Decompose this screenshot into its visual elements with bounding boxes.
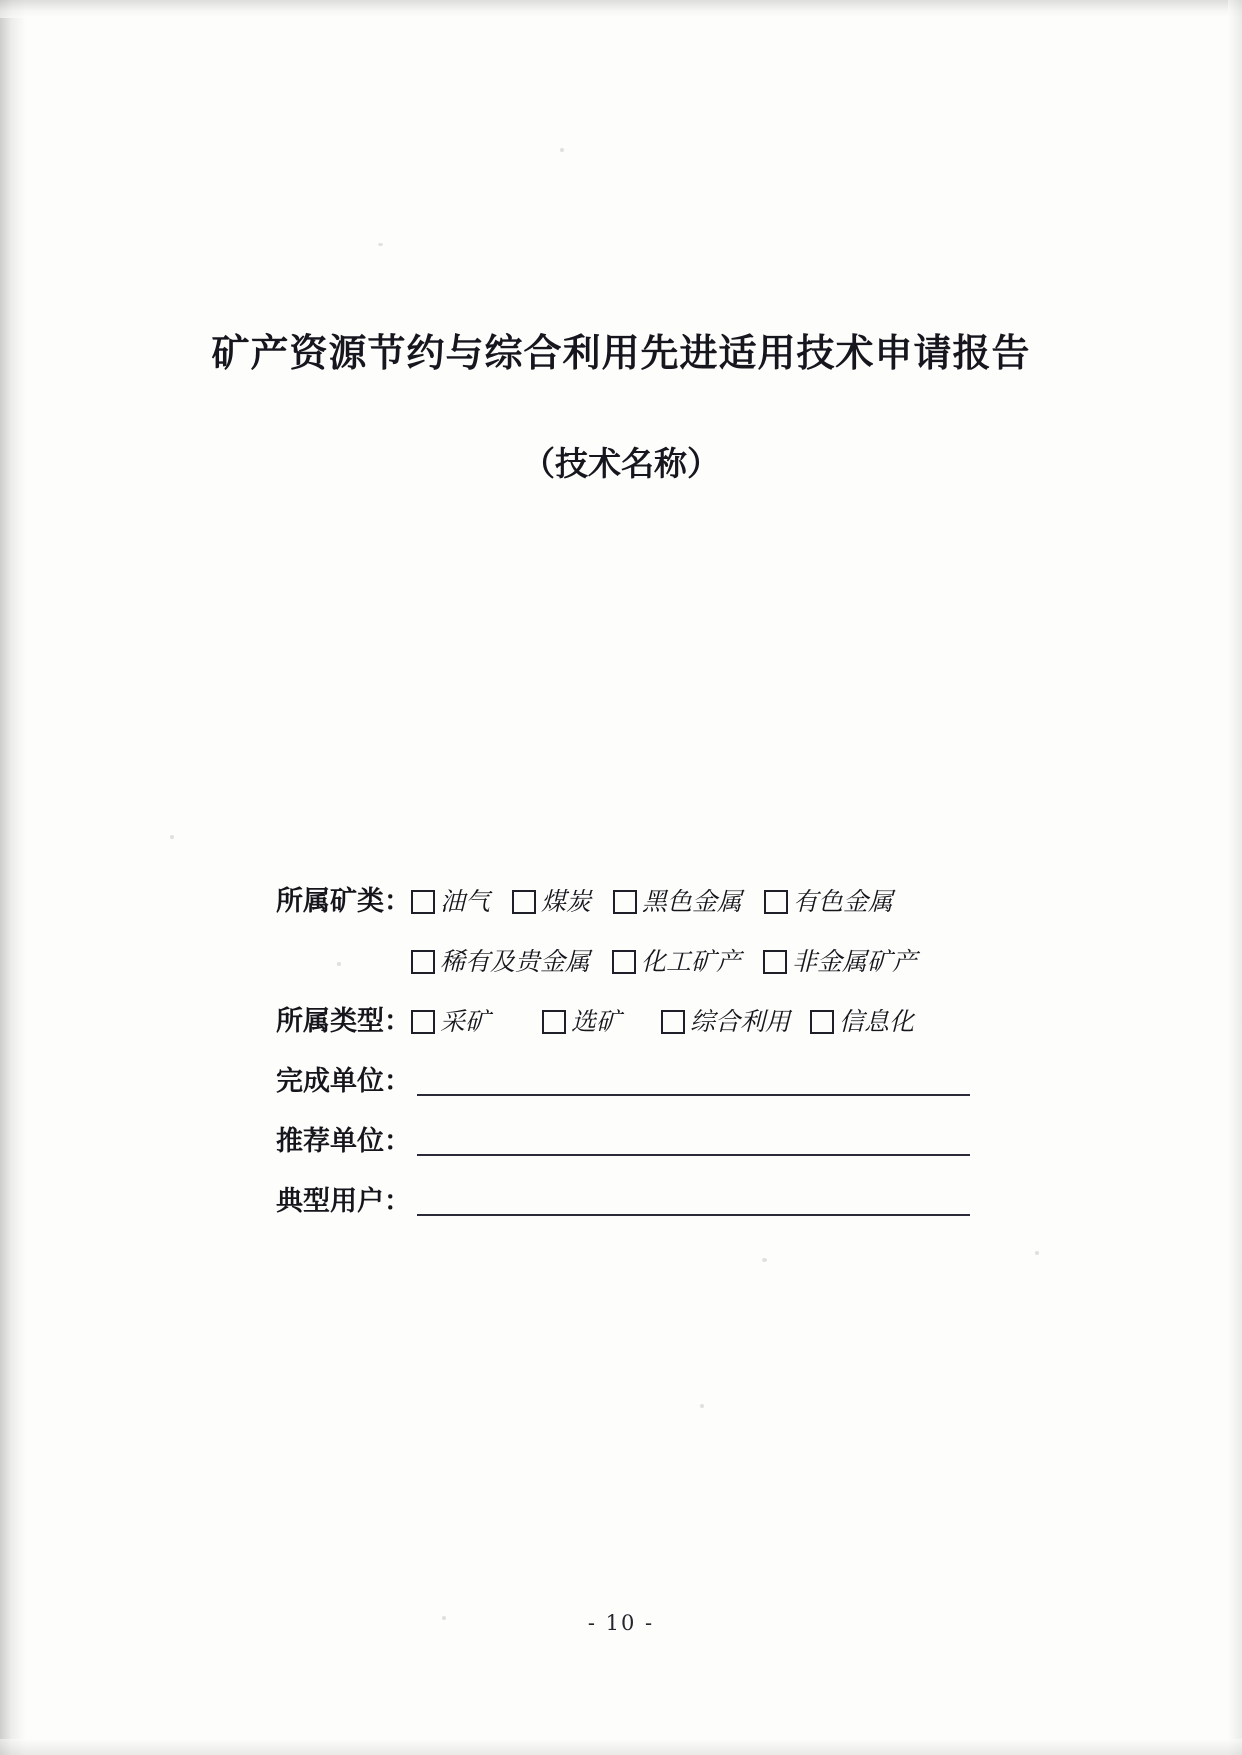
scan-edge-right (1228, 0, 1242, 1755)
typical-user-label: 典型用户： (276, 1186, 411, 1217)
scan-speck (378, 243, 383, 246)
scan-edge-bottom (0, 1739, 1242, 1755)
checkbox-option-mineral-processing[interactable] (542, 1000, 621, 1044)
checkbox-option-oil-gas[interactable] (411, 880, 490, 924)
type-category-label: 所属类型： (276, 1006, 411, 1037)
checkbox-icon[interactable] (612, 950, 636, 974)
checkbox-label: 信息化 (839, 1007, 915, 1036)
checkbox-icon[interactable] (764, 890, 788, 914)
recommending-unit-row (276, 1120, 976, 1164)
checkbox-icon[interactable] (411, 1010, 435, 1034)
typical-user-input[interactable] (417, 1180, 970, 1216)
checkbox-option-chemical-mineral[interactable] (612, 940, 741, 984)
typical-user-row (276, 1180, 976, 1224)
mine-category-options-2 (411, 940, 976, 984)
checkbox-label: 综合利用 (690, 1007, 791, 1036)
checkbox-label: 化工矿产 (641, 947, 742, 976)
checkbox-label: 非金属矿产 (792, 947, 918, 976)
checkbox-icon[interactable] (763, 950, 787, 974)
checkbox-option-nonferrous-metal[interactable] (764, 880, 893, 924)
checkbox-option-rare-precious-metal[interactable] (411, 940, 590, 984)
typical-user-field[interactable] (411, 1180, 976, 1216)
completion-unit-label: 完成单位： (276, 1066, 411, 1097)
completion-unit-row (276, 1060, 976, 1104)
scan-edge-left (0, 0, 26, 1755)
completion-unit-field[interactable] (411, 1060, 976, 1096)
scan-speck (762, 1258, 767, 1262)
mine-category-row (276, 880, 976, 924)
checkbox-label: 煤炭 (541, 887, 592, 916)
recommending-unit-field[interactable] (411, 1120, 976, 1156)
type-category-options (411, 1000, 976, 1044)
scan-speck (700, 1404, 704, 1408)
page-number: - 10 - (587, 1611, 655, 1635)
checkbox-label: 采矿 (440, 1007, 491, 1036)
checkbox-icon[interactable] (542, 1010, 566, 1034)
checkbox-icon[interactable] (810, 1010, 834, 1034)
checkbox-label: 黑色金属 (642, 887, 743, 916)
checkbox-icon[interactable] (411, 890, 435, 914)
checkbox-option-informatization[interactable] (810, 1000, 914, 1044)
scan-speck (1035, 1251, 1039, 1255)
checkbox-icon[interactable] (411, 950, 435, 974)
page-title: 矿产资源节约与综合利用先进适用技术申请报告 (211, 330, 1031, 375)
checkbox-icon[interactable] (512, 890, 536, 914)
checkbox-label: 有色金属 (793, 887, 894, 916)
recommending-unit-input[interactable] (417, 1120, 970, 1156)
checkbox-option-coal[interactable] (512, 880, 591, 924)
checkbox-icon[interactable] (613, 890, 637, 914)
checkbox-option-nonmetal-mineral[interactable] (763, 940, 917, 984)
mine-category-options (411, 880, 976, 924)
mine-category-row-2 (276, 940, 976, 984)
checkbox-label: 油气 (440, 887, 491, 916)
mine-category-label: 所属矿类： (276, 886, 411, 917)
scan-speck (170, 835, 174, 839)
scan-speck (560, 148, 564, 152)
checkbox-option-ferrous-metal[interactable] (613, 880, 742, 924)
completion-unit-input[interactable] (417, 1060, 970, 1096)
checkbox-option-mining[interactable] (411, 1000, 490, 1044)
recommending-unit-label: 推荐单位： (276, 1126, 411, 1157)
checkbox-label: 选矿 (571, 1007, 622, 1036)
application-form (276, 880, 976, 1240)
type-category-row (276, 1000, 976, 1044)
scan-edge-top (0, 0, 1242, 18)
checkbox-icon[interactable] (661, 1010, 685, 1034)
page-subtitle: （技术名称） (522, 444, 720, 483)
checkbox-option-comprehensive-utilization[interactable] (661, 1000, 790, 1044)
checkbox-label: 稀有及贵金属 (440, 947, 591, 976)
